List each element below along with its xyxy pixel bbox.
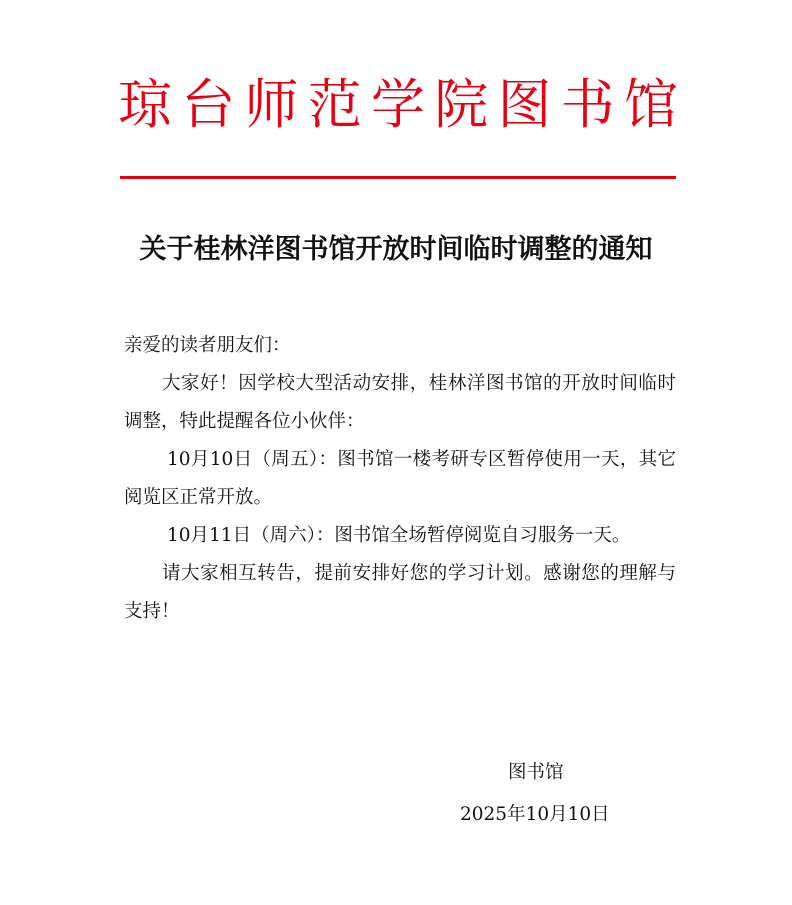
letterhead-divider [120,176,676,179]
notice-body [124,327,676,631]
letterhead-char: 馆 [624,73,678,136]
letterhead-char: 琼 [118,73,172,136]
signature-org: 图书馆 [508,762,564,783]
letterhead-char: 图 [497,73,552,136]
letterhead-char: 学 [371,73,425,136]
paragraph-oct11: 10月11日（周六）：图书馆全场暂停阅览自习服务一天。 [167,525,631,546]
letterhead-title [118,70,678,140]
notice-title: 关于桂林洋图书馆开放时间临时调整的通知 [139,234,653,265]
paragraph-intro: 大家好！因学校大型活动安排，桂林洋图书馆的开放时间临时调整，特此提醒各位小伙伴： [124,373,676,432]
letterhead-char: 范 [307,73,362,136]
letterhead-char: 台 [181,73,236,136]
signature-date: 2025年10月10日 [460,804,610,825]
letterhead-char: 师 [244,73,299,136]
letterhead-char: 书 [560,73,615,136]
paragraph-closing: 请大家相互转告，提前安排好您的学习计划。感谢您的理解与支持！ [124,563,676,622]
paragraph-oct10: 10月10日（周五）：图书馆一楼考研专区暂停使用一天，其它阅览区正常开放。 [124,449,676,508]
salutation: 亲爱的读者朋友们： [124,335,291,356]
letterhead-char: 院 [434,73,489,136]
